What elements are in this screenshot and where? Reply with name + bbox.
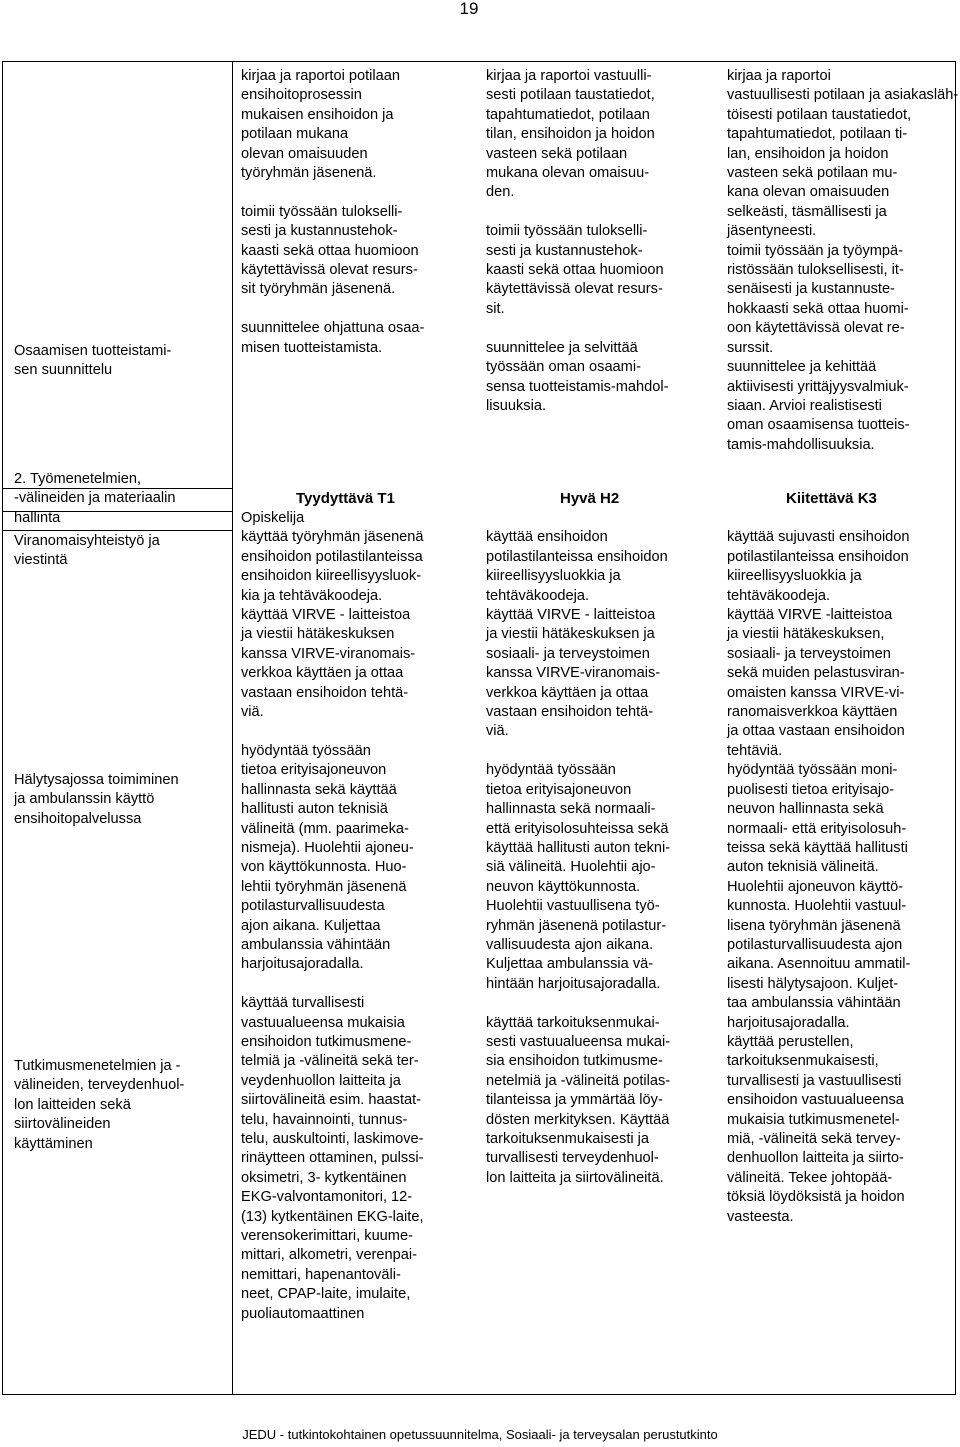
- section1-kiitettava-cell: kirjaa ja raportoi vastuullisesti potilaan ja asiakasläh- töisesti potilaan taustatiedot, tapahtumatiedot, potilaan ti- lan, ensihoidon ja hoidon vasteen sekä potilaan mu- kana olevan omaisuuden selkeästi, täsmällisesti ja jäsentyneesti. toimii työssään ja työympä- ristössään tuloksellisesti, it- senäisesti ja kustannuste- hokkaasti sekä ottaa huomi- oon käytettävissä olevat re- surssit. suunnittelee ja kehittää aktiivisesti yrittäjyysvalmiuk- siaan. Arvioi realistisesti oman osaamisensa tuotteis- tamis-mahdollisuuksia.: [727, 68, 959, 453]
- category-title: 2. Työmenetelmien, -välineiden ja materiaalin hallinta: [14, 471, 176, 526]
- page-footer: JEDU - tutkintokohtainen opetussuunnitelma, Sosiaali- ja terveysalan perustutkinto: [242, 1427, 718, 1442]
- section1-tyydyttava-cell: kirjaa ja raportoi potilaan ensihoitoprosessin mukaisen ensihoidon ja potilaan mukana olevan omaisuuden työryhmän jäsenenä. toimii työssään tulokselli- sesti ja kustannustehok- kaasti sekä ottaa huomioon käytettävissä olevat resurs- sit työryhmän jäsenenä. suunnittelee ohjattuna osaa- misen tuotteistamista.: [241, 68, 425, 356]
- section2-tyydyttava-cell: Opiskelija käyttää työryhmän jäsenenä ensihoidon potilastilanteissa ensihoidon kiireellisyysluok- kia ja tehtäväkoodeja. käyttää VIRVE - laitteistoa ja viestii hätäkeskuksen kanssa VIRVE-viranomais- verkkoa käyttäen ja ottaa vastaan ensihoidon tehtä- viä. hyödyntää työssään tietoa erityisajoneuvon hallinnasta sekä käyttää hallitusti auton teknisiä välineitä (mm. paarimeka- nismeja). Huolehtii ajoneu- von käyttökunnosta. Huo- lehtii työryhmän jäsenenä potilasturvallisuudesta ajon aikana. Kuljettaa ambulanssia vähintään harjoitusajoradalla. käyttää turvallisesti vastuualueensa mukaisia ensihoidon tutkimusmene- telmiä ja -välineitä sekä ter- veydenhuollon laitteita ja siirtovälineitä esim. haastat- telu, havainnointi, tunnus- telu, auskultointi, laskimove- rinäytteen ottaminen, pulssi- oksimetri, 3- kytkentäinen EKG-valvontamonitori, 12- (13) kytkentäinen EKG-laite, verensokerimittari, kuume- mittari, alkometri, verenpai- nemittari, hapenantoväli- neet, CPAP-laite, imulaite, puoliautomaattinen: [241, 510, 424, 1322]
- subcategory-viranomaisyhteistyo: Viranomaisyhteistyö ja viestintä: [14, 533, 160, 569]
- column-divider-label: [232, 61, 233, 1395]
- grade-header-k3: Kiitettävä K3: [786, 490, 877, 507]
- section1-hyva-cell: kirjaa ja raportoi vastuulli- sesti potilaan taustatiedot, tapahtumatiedot, potilaan tilan, ensihoidon ja hoidon vasteen sekä potilaan mukana olevan omaisuu- den. toimii työssään tulokselli- sesti ja kustannustehok- kaasti sekä ottaa huomioon käytettävissä olevat resurs- sit. suunnittelee ja selvittää työssään oman osaami- sensa tuotteistamis-mahdol- lisuuksia.: [486, 68, 669, 414]
- row-label-osaamisen-tuotteistaminen: Osaamisen tuotteistami- sen suunnittelu: [14, 343, 172, 379]
- grade-header-h2: Hyvä H2: [560, 490, 620, 507]
- grade-header-t1: Tyydyttävä T1: [296, 490, 395, 507]
- section2-hyva-cell: käyttää ensihoidon potilastilanteissa ensihoidon kiireellisyysluokkia ja tehtäväkoodeja. käyttää VIRVE - laitteistoa ja viestii hätäkeskuksen ja sosiaali- ja terveystoimen kanssa VIRVE-viranomais- verkkoa käyttäen ja ottaa vastaan ensihoidon tehtä- viä. hyödyntää työssään tietoa erityisajoneuvon hallinnasta sekä normaali- että erityisolosuhteissa sekä käyttää hallitusti auton tekni- siä välineitä. Huolehtii ajo- neuvon käyttökunnosta. Huolehtii vastuullisena työ- ryhmän jäsenenä potilastur- vallisuudesta ajon aikana. Kuljettaa ambulanssia vä- hintään harjoitusajoradalla. käyttää tarkoituksenmukai- sesti vastuualueensa mukai- sia ensihoidon tutkimusme- netelmiä ja -välineitä potilas- tilanteissa ja ymmärtää löy- dösten merkityksen. Käyttää tarkoituksenmukaisesti ja turvallisesti terveydenhuol- lon laitteita ja siirtovälineitä.: [486, 529, 671, 1186]
- row-label-tutkimusmenetelmat: Tutkimusmenetelmien ja - välineiden, terveydenhuol- lon laitteiden sekä siirtovälineiden käyttäminen: [14, 1058, 185, 1152]
- subcategory-halytysajo: Hälytysajossa toimiminen ja ambulanssin käyttö ensihoitopalvelussa: [14, 772, 179, 827]
- section2-kiitettava-cell: käyttää sujuvasti ensihoidon potilastilanteissa ensihoidon kiireellisyysluokkia ja tehtäväkoodeja. käyttää VIRVE -laitteistoa ja viestii hätäkeskuksen, sosiaali- ja terveystoimen sekä muiden pelastusviran- omaisten kanssa VIRVE-vi- ranomaisverkkoa käyttäen ja ottaa vastaan ensihoidon tehtäviä. hyödyntää työssään moni- puolisesti tietoa erityisajo- neuvon hallinnasta sekä normaali- että erityisolosuh- teissa sekä käyttää hallitusti auton teknisiä välineitä. Huolehtii ajoneuvon käyttö- kunnosta. Huolehtii vastuul- lisena työryhmän jäsenenä potilasturvallisuudesta ajon aikana. Asennoituu ammatil- lisesti hälytysajoon. Kuljet- taa ambulanssia vähintään harjoitusajoradalla. käyttää perustellen, tarkoituksenmukaisesti, turvallisesti ja vastuullisesti ensihoidon vastuualueensa mukaisia tutkimusmenetel- miä, -välineitä sekä tervey- denhuollon laitteita ja siirto- välineitä. Tekee johtopää- töksiä löydöksistä ja hoidon vasteesta.: [727, 529, 911, 1225]
- row-divider-subcategory: [2, 530, 232, 531]
- page-number: 19: [459, 0, 479, 18]
